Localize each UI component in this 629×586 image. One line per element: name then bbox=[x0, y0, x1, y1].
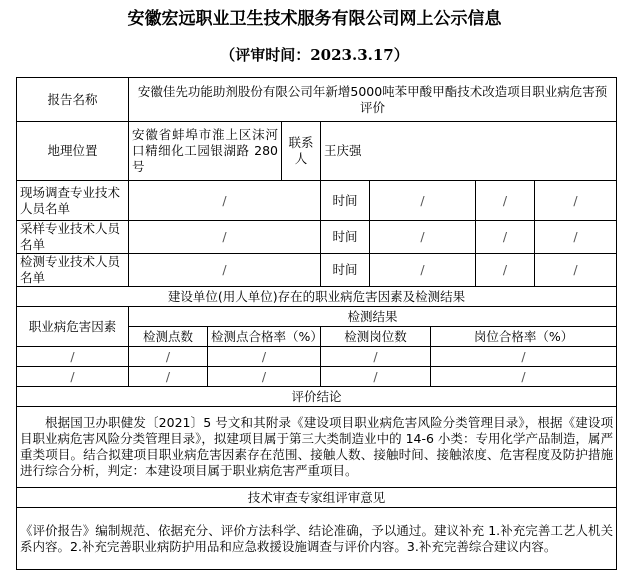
cell: / bbox=[321, 367, 431, 387]
table-row bbox=[17, 181, 617, 221]
staff-names: / bbox=[129, 181, 321, 221]
table-row bbox=[17, 367, 617, 387]
report-name: 安徽佳先功能助剂股份有限公司年新增5000吨苯甲酸甲酯技术改造项目职业病危害预评价 bbox=[129, 78, 617, 122]
column-header: 检测点数 bbox=[129, 327, 208, 347]
page-title: 安徽宏远职业卫生技术服务有限公司网上公示信息 bbox=[127, 9, 502, 29]
time-label: 时间 bbox=[321, 181, 370, 221]
time-value: / bbox=[476, 181, 535, 221]
time-label: 时间 bbox=[321, 221, 370, 254]
hazard-section-title: 建设单位(用人单位)存在的职业病危害因素及检测结果 bbox=[17, 287, 617, 307]
column-header: 检测点合格率（%） bbox=[208, 327, 321, 347]
staff-names: / bbox=[129, 221, 321, 254]
table-row bbox=[17, 221, 617, 254]
time-value: / bbox=[370, 221, 476, 254]
table-row bbox=[17, 254, 617, 287]
cell: / bbox=[129, 347, 208, 367]
cell: / bbox=[17, 347, 129, 367]
column-header: 检测岗位数 bbox=[321, 327, 431, 347]
location-label: 地理位置 bbox=[17, 122, 129, 181]
location-value: 安徽省蚌埠市淮上区沫河口精细化工园银湖路 280 号 bbox=[129, 122, 282, 181]
column-header: 岗位合格率（%） bbox=[431, 327, 617, 347]
table-row bbox=[17, 347, 617, 367]
time-value: / bbox=[370, 181, 476, 221]
factor-header: 职业病危害因素 bbox=[17, 307, 129, 347]
expert-text: 《评价报告》编制规范、依据充分、评价方法科学、结论准确，予以通过。建议补充 1.补充完善工艺人机关系内容。2.补充完善职业病防护用品和应急救援设施调查与评价内容。3.补充完善综合建议内容。 bbox=[17, 508, 617, 570]
conclusion-text: 根据国卫办职健发〔2021〕5 号文和其附录《建设项目职业病危害风险分类管理目录》，根据《建设项目职业病危害风险分类管理目录》，拟建项目属于第三大类制造业中的 14-6 小类：专用化学产品制造，属严重类项目。结合拟建项目职业病危害因素存在范围、接触人数、接触时间、接触浓度、危害程度及防护措施进行综合分析，判定：本建设项目属于职业病危害严重项目。 bbox=[17, 407, 617, 488]
review-time: （评审时间：2023.3.17） bbox=[220, 46, 409, 64]
time-value: / bbox=[476, 254, 535, 287]
cell: / bbox=[321, 347, 431, 367]
results-header: 检测结果 bbox=[129, 307, 617, 327]
time-value: / bbox=[476, 221, 535, 254]
contact-value: 王庆强 bbox=[321, 122, 617, 181]
cell: / bbox=[431, 347, 617, 367]
report-name-label: 报告名称 bbox=[17, 78, 129, 122]
staff-names: / bbox=[129, 254, 321, 287]
time-value: / bbox=[535, 221, 617, 254]
staff-label: 检测专业技术人员名单 bbox=[17, 254, 129, 287]
staff-label: 采样专业技术人员名单 bbox=[17, 221, 129, 254]
contact-label: 联系人 bbox=[282, 122, 321, 181]
disclosure-table bbox=[16, 77, 617, 570]
time-value: / bbox=[535, 254, 617, 287]
cell: / bbox=[129, 367, 208, 387]
cell: / bbox=[208, 347, 321, 367]
cell: / bbox=[17, 367, 129, 387]
time-value: / bbox=[535, 181, 617, 221]
cell: / bbox=[431, 367, 617, 387]
time-label: 时间 bbox=[321, 254, 370, 287]
cell: / bbox=[208, 367, 321, 387]
staff-label: 现场调查专业技术人员名单 bbox=[17, 181, 129, 221]
expert-title: 技术审查专家组评审意见 bbox=[17, 488, 617, 508]
conclusion-title: 评价结论 bbox=[17, 387, 617, 407]
time-value: / bbox=[370, 254, 476, 287]
